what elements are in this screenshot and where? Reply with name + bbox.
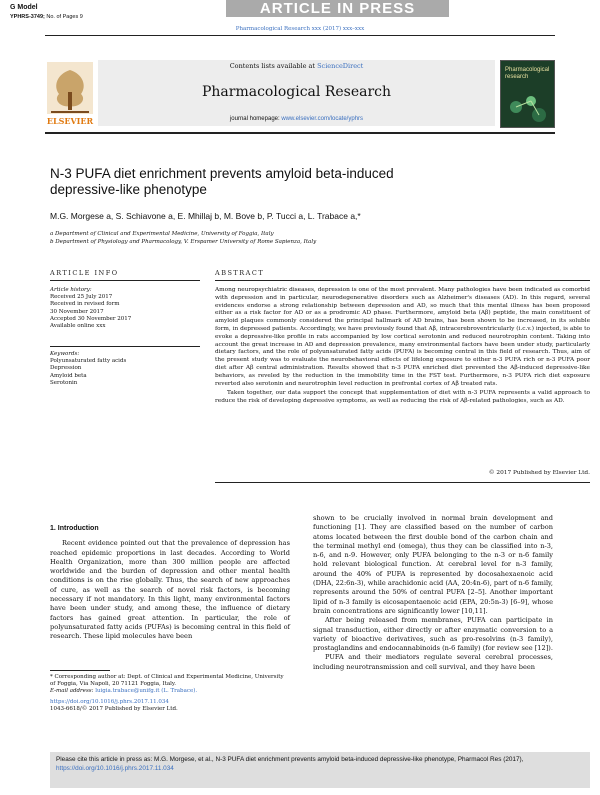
citation-doi-link[interactable]: https://doi.org/10.1016/j.phrs.2017.11.034 xyxy=(56,765,174,772)
copyright: © 2017 Published by Elsevier Ltd. xyxy=(488,470,590,476)
header-rule xyxy=(45,35,555,36)
keywords-rule xyxy=(50,346,200,347)
body-column-left: 1. Introduction Recent evidence pointed out that the prevalence of depression has reached epidemic proportions in last decades. According to World Health Organization, more than 300 million people are affected worldwide and the burden of depression and other mental health conditions is on the rise globally. Thus, the search of new approaches of cure, as well as the search of novel risk factors, is becoming necessary if not mandatory. In this light, many environmental factors have been under study, and among these, the influence of dietary factors has gained great attention. In particular, the role of polyunsaturated fatty acids (PUFAs) is becoming central in this field of research. These lipid molecules have been xyxy=(50,525,290,641)
section-title: 1. Introduction xyxy=(50,525,99,532)
author-list: M.G. Morgese a, S. Schiavone a, E. Mhillaj b, M. Bove b, P. Tucci a, L. Trabace a,* xyxy=(50,211,361,221)
abstract-bottom-rule xyxy=(215,482,590,483)
elsevier-wordmark: ELSEVIER xyxy=(46,116,94,126)
manuscript-id: YPHRS-3749; No. of Pages 9 xyxy=(10,14,83,20)
cover-molecule-icon xyxy=(501,87,554,127)
journal-title: Pharmacological Research xyxy=(201,84,392,100)
footnote-rule xyxy=(50,670,110,671)
journal-homepage: journal homepage: www.elsevier.com/locate/yphrs xyxy=(229,116,364,122)
sciencedirect-link[interactable]: ScienceDirect xyxy=(317,62,364,70)
cover-title: Pharmacological research xyxy=(505,67,550,80)
email-link[interactable]: luigia.trabace@unifg.it (L. Trabace). xyxy=(95,688,198,694)
g-model-label: G Model xyxy=(10,4,38,11)
abstract-text: Among neuropsychiatric diseases, depression is one of the most prevalent. Many pathologies have been indicated as comorbid with depression and in particular, neurodegenerative disorders such as Alzheimer's diseases (AD). In this regard, several evidences endorse a strong relationship between depression and AD, so much that this mental illness has been proposed either as a risk factor for AD or as a prodromic AD phase. Furthermore, amyloid beta (Aβ) peptide, the main constituent of amyloid plaques commonly considered the principal hallmark of AD brains, has been shown to be increased, in its soluble form, in depressed patients. Accordingly, we have previously found that Aβ, intracerebroventricularly (i.c.v.) injected, is able to evoke a depressive-like profile in rats accompanied by low cortical serotonin and reduced neurotrophin content. Taking into account the great increase in AD and depression prevalence, many environmental factors have been under study, particularly dietary factors, and the role of polyunsaturated fatty acids (PUFA) is becoming central in this field of research. Thus, aim of the present study was to evaluate the neurobehavioral effects of lifelong exposure to either n-3 PUFA rich or n-3 PUFA poor diet after Aβ central administration. Results showed that n-3 PUFA enriched diet prevented the Aβ-induced depressive-like behaviors, as reveled by the reduction in the immobility time in the FST test. Furthermore, n-3 PUFA rich diet exposure reverted also serotonin and neurotrophin level reduction in prefrontal cortex of Aβ treated rats. Taken together, our data support the concept that supplementation of diet with n-3 PUFA represents a valid approach to reduce the risk of developing depressive symptoms, as well as reducing the risk of Aβ-related pathologies, such as AD. xyxy=(215,287,590,405)
affiliations: a Department of Clinical and Experimental Medicine, University of Foggia, Italy b Department of Physiology and Pharmacology, V. Erspamer University of Rome Sapienza, Italy xyxy=(50,231,317,245)
journal-citation-line[interactable]: Pharmacological Research xxx (2017) xxx–xxx xyxy=(235,26,365,32)
keywords: Keywords: Polyunsaturated fatty acids Depression Amyloid beta Serotonin xyxy=(50,351,127,386)
article-info-heading: ARTICLE INFO xyxy=(50,269,119,277)
journal-cover xyxy=(500,60,555,128)
article-in-press-banner: ARTICLE IN PRESS xyxy=(226,0,449,17)
footnote: * Corresponding author at: Dept. of Clinical and Experimental Medicine, University of Foggia, Via Napoli, 20 71121 Foggia, Italy. E-mail address: luigia.trabace@unifg.it (L. Trabace). https://doi.org/10.1016/j.phrs.2017.11.034 1043-6618/© 2017 Published by Elsevier Ltd. xyxy=(50,674,290,713)
elsevier-logo xyxy=(45,62,95,128)
issn: 1043-6618/© 2017 Published by Elsevier Ltd. xyxy=(50,706,178,712)
homepage-link[interactable]: www.elsevier.com/locate/yphrs xyxy=(281,116,364,122)
header-bottom-rule xyxy=(45,132,555,134)
article-title: N-3 PUFA diet enrichment prevents amyloid beta-induced depressive-like phenotype xyxy=(50,166,394,197)
body-column-right: shown to be crucially involved in normal brain development and functioning [1]. They are classified based on the number of carbon atoms located between the first double bond of the carbon chain and the terminal methyl end (omega), thus they can be classified into n-3, n-6, and n-9. However, only PUFA belonging to the n-3 or n-6 family hold relevant biological function. At cerebral level for n-3 family, around the 40% of PUFA is represented by docosahexaenoic acid (DHA, 22:6n-3), while arachidonic acid (AA, 20:4n-6), part of n-6 family, represents around the 50% of central PUFA [2–5]. Another important lipid of n-3 family is eicosapentaenoic acid (EPA, 20:5n-3) [6–9], whose brain concentrations are significantly lower [10,11]. After being released from membranes, PUFA can participate in signal transduction, either directly or after enzymatic conversion to a variety of bioactive derivatives, such as pro-resolvins (n-3 family), prostaglandins and endocannabinoids (n-6 family) (for review see [12]). PUFA and their mediators regulate several cerebral processes, including neurotransmission and cell survival, and they have been xyxy=(313,514,553,671)
doi-link[interactable]: https://doi.org/10.1016/j.phrs.2017.11.034 xyxy=(50,699,169,705)
abstract-heading: ABSTRACT xyxy=(215,269,265,277)
abstract-rule xyxy=(215,280,590,281)
contents-line: Contents lists available at ScienceDirect xyxy=(229,62,364,70)
corresponding-author: * Corresponding author at: Dept. of Clinical and Experimental Medicine, University of Foggia, Via Napoli, 20 71121 Foggia, Italy. xyxy=(50,674,284,687)
citation-box: Please cite this article in press as: M.G. Morgese, et al., N-3 PUFA diet enrichment prevents amyloid beta-induced depressive-like phenotype, Pharmacol Res (2017), https://doi.org/10.1016/j.phrs.2017.11.034 xyxy=(50,752,590,788)
article-info-rule xyxy=(50,280,200,281)
article-history: Article history: Received 25 July 2017 Received in revised form 30 November 2017 Accepted 30 November 2017 Available online xxx xyxy=(50,287,132,330)
